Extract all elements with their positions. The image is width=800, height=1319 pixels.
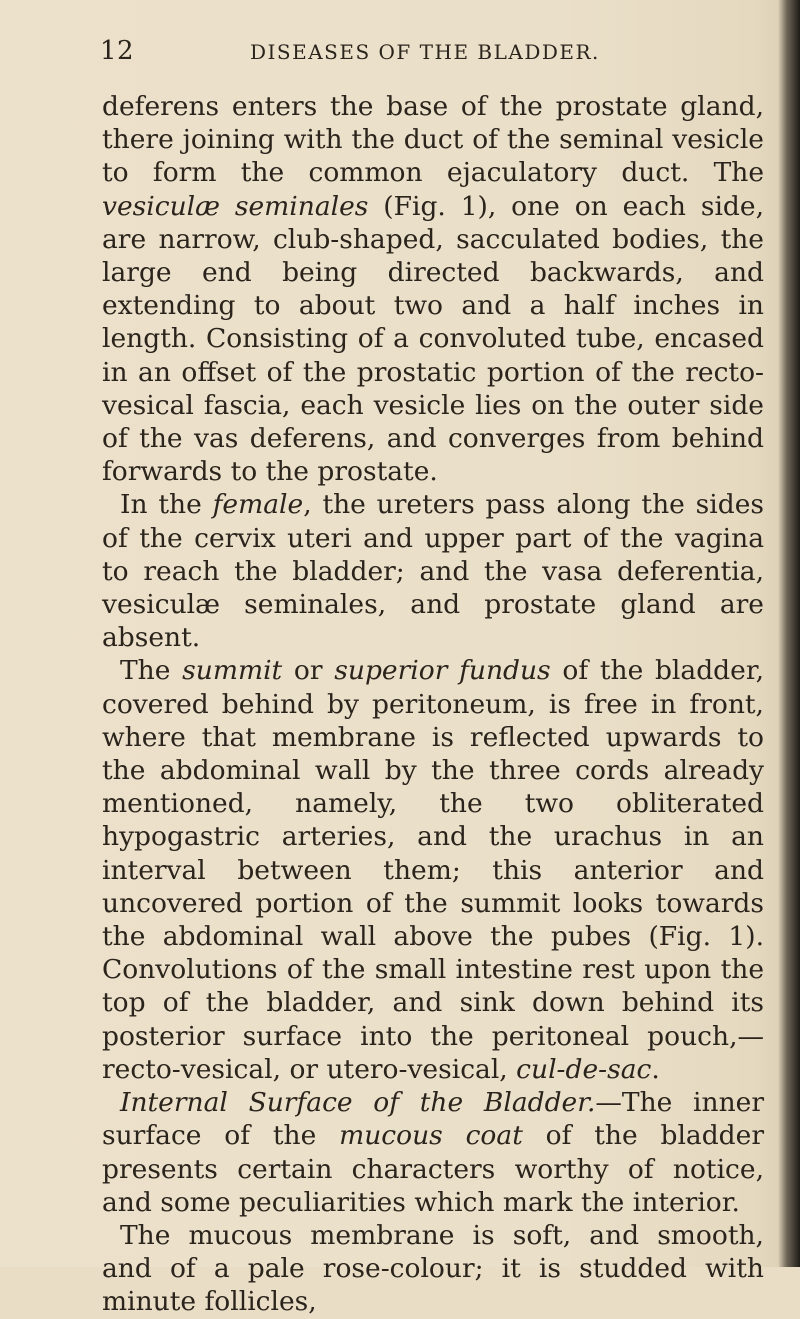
page-edge-shadow xyxy=(778,0,800,1267)
paragraph xyxy=(102,654,764,1086)
text-run: (Fig. 1), one on each side, are narrow, club-shaped, sacculated bodies, the large end being directed backwards, and extending to about two and a half inches in length. Consisting of a convoluted tube, encased in an offset of the prostatic portion of the recto-vesical fascia, each vesicle lies on the outer side of the vas deferens, and converges from behind forwards to the prostate. xyxy=(102,190,764,488)
paragraph xyxy=(102,488,764,654)
text-run: , the ureters pass along the sides of the cervix uteri and upper part of the vagina to reach the bladder; and the vasa deferentia, vesiculæ seminales, and prostate gland are absent. xyxy=(102,489,764,654)
body-text xyxy=(102,90,764,1319)
page-number: 12 xyxy=(100,36,135,66)
text-run: . xyxy=(651,1053,660,1085)
text-run: deferens enters the base of the prostate gland, there joining with the duct of the seminal vesicle to form the common ejaculatory duct. The xyxy=(102,91,764,189)
italic-text: mucous coat xyxy=(339,1120,523,1152)
italic-text: female xyxy=(212,489,304,521)
text-run: The mucous membrane is soft, and smooth, and of a pale rose-colour; it is studded with minute follicles, xyxy=(102,1219,764,1318)
text-run: —The inner surface of the xyxy=(102,1087,764,1152)
text-run: of the bladder presents certain characters worthy of notice, and some peculiarities which mark the interior. xyxy=(102,1120,764,1218)
italic-text: cul-de-sac xyxy=(516,1053,652,1085)
italic-text: Internal Surface of the Bladder. xyxy=(120,1087,596,1119)
italic-text: summit xyxy=(182,655,283,687)
paragraph xyxy=(102,1219,764,1319)
paragraph xyxy=(102,1086,764,1219)
text-run: The xyxy=(120,655,183,687)
text-run: or xyxy=(282,655,335,687)
running-head: DISEASES OF THE BLADDER. xyxy=(250,40,600,64)
italic-text: superior fundus xyxy=(334,655,551,687)
text-run: In the xyxy=(120,489,213,521)
page-header xyxy=(100,36,760,66)
italic-text: vesiculæ seminales xyxy=(102,190,369,222)
paragraph xyxy=(102,90,764,488)
text-run: of the bladder, covered behind by peritoneum, is free in front, where that membrane is reflected upwards to the abdominal wall by the three cords already mentioned, namely, the two obliterated hypogastric arteries, and the urachus in an interval between them; this anterior and uncovered portion of the summit looks towards the abdominal wall above the pubes (Fig. 1). Convolutions of the small intestine rest upon the top of the bladder, and sink down behind its posterior surface into the peritoneal pouch,—recto-vesical, or utero-vesical, xyxy=(102,655,764,1085)
